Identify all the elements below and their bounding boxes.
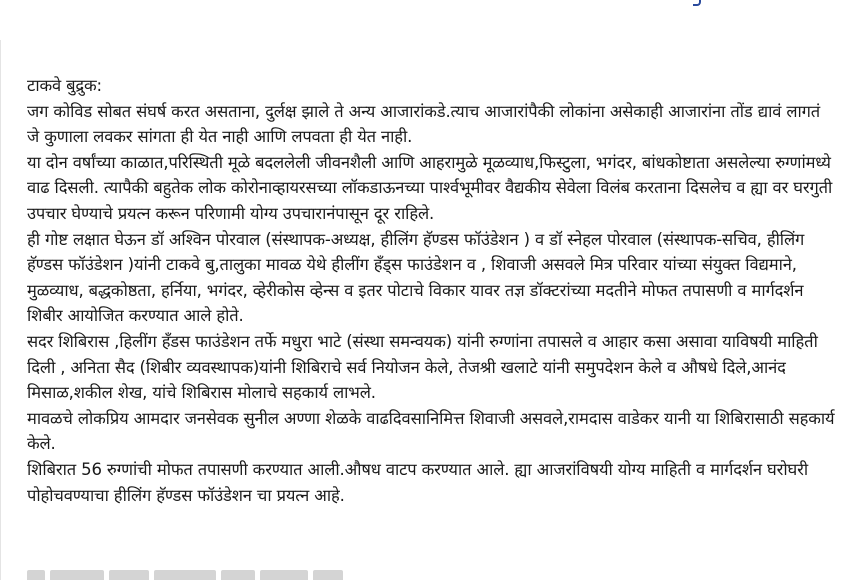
article-paragraph-camp: ही गोष्ट लक्षात घेऊन डॉ अश्विन पोरवाल (संस्थापक-अध्यक्ष, हीलिंग हॅण्डस फॉउंडेशन ) व डॉ स्नेहल पोरवाल (संस्थापक-सचिव, हीलिंग हॅण्डस फॉउंडेशन )यांनी टाकवे बु,तालुका मावळ येथे हीलींग हँड्स फाउंडेशन व , शिवाजी असवले मित्र परिवार यांच्या संयुक्त विद्यमाने, मुळव्याध, बद्धकोष्ठता, हर्निया, भगंदर, व्हेरीकोस व्हेन्स व इतर पोटाचे विकार यावर तज्ञ डॉक्टरांच्या मदतीने मोफत तपासणी व मार्गदर्शन शिबीर आयोजित करण्यात आले होते. — [27, 229, 805, 326]
article-body — [27, 73, 835, 508]
article-paragraph-outcome: शिबिरात 56 रुग्णांची मोफत तपासणी करण्यात आली.औषध वाटप करण्यात आले. ह्या आजरांविषयी योग्य माहिती व मार्गदर्शन घरोघरी पोहोचवण्याचा हीलिंग हॅण्डस फॉउंडेशन चा प्रयत्न आहे. — [27, 459, 808, 505]
article-paragraph-team: सदर शिबिरास ,हिलींग हँडस फाउंडेशन तर्फे मधुरा भाटे (संस्था समन्वयक) यांनी रुग्णांना तपासले व आहार कसा असावा याविषयी माहिती दिली , अनिता सैद (शिबीर व्यवस्थापक)यांनी शिबिराचे सर्व नियोजन केले, तेजश्री खलाटे यांनी समुपदेशन केले व औषधे दिले,आनंद मिसाळ,शकील शेख, यांचे शिबिरास मोलाचे सहकार्य लाभले. — [27, 331, 818, 403]
article-paragraph-support: मावळचे लोकप्रिय आमदार जनसेवक सुनील अण्णा शेळके वाढदिवसानिमित्त शिवाजी असवले,रामदास वाडेकर यानी या शिबिरासाठी सहकार्य केले. — [27, 408, 835, 454]
article-dateline: टाकवे बुद्रुक: — [27, 76, 102, 95]
article-paragraph-intro: जग कोविड सोबत संघर्ष करत असताना, दुर्लक्ष झाले ते अन्य आजारांकडे.त्याच आजारांपैकी लोकांना असेकाही आजारांना तोंड द्यावं लागतं जे कुणाला लवकर सांगता ही येत नाही आणि लपवता ही येत नाही. — [27, 101, 821, 147]
left-border-line — [0, 40, 1, 580]
clipped-next-line — [27, 570, 343, 580]
article-paragraph-context: या दोन वर्षांच्या काळात,परिस्थिती मूळे बदललेली जीवनशैली आणि आहरामुळे मूळव्याध,फिस्टुला, भगंदर, बांधकोष्टाता असलेल्या रुग्णांमध्ये वाढ दिसली. त्यापैकी बहुतेक लोक कोरोनाव्हायरसच्या लॉकडाऊनच्या पार्श्वभूमीवर वैद्यकीय सेवेला विलंब करताना दिसलेच व ह्या वर घरगुती उपचार घेण्याचे प्रयत्न करून परिणामी योग्य उपचारानंपासून दूर राहिले. — [27, 152, 833, 223]
top-corner-mark-icon — [693, 0, 701, 6]
